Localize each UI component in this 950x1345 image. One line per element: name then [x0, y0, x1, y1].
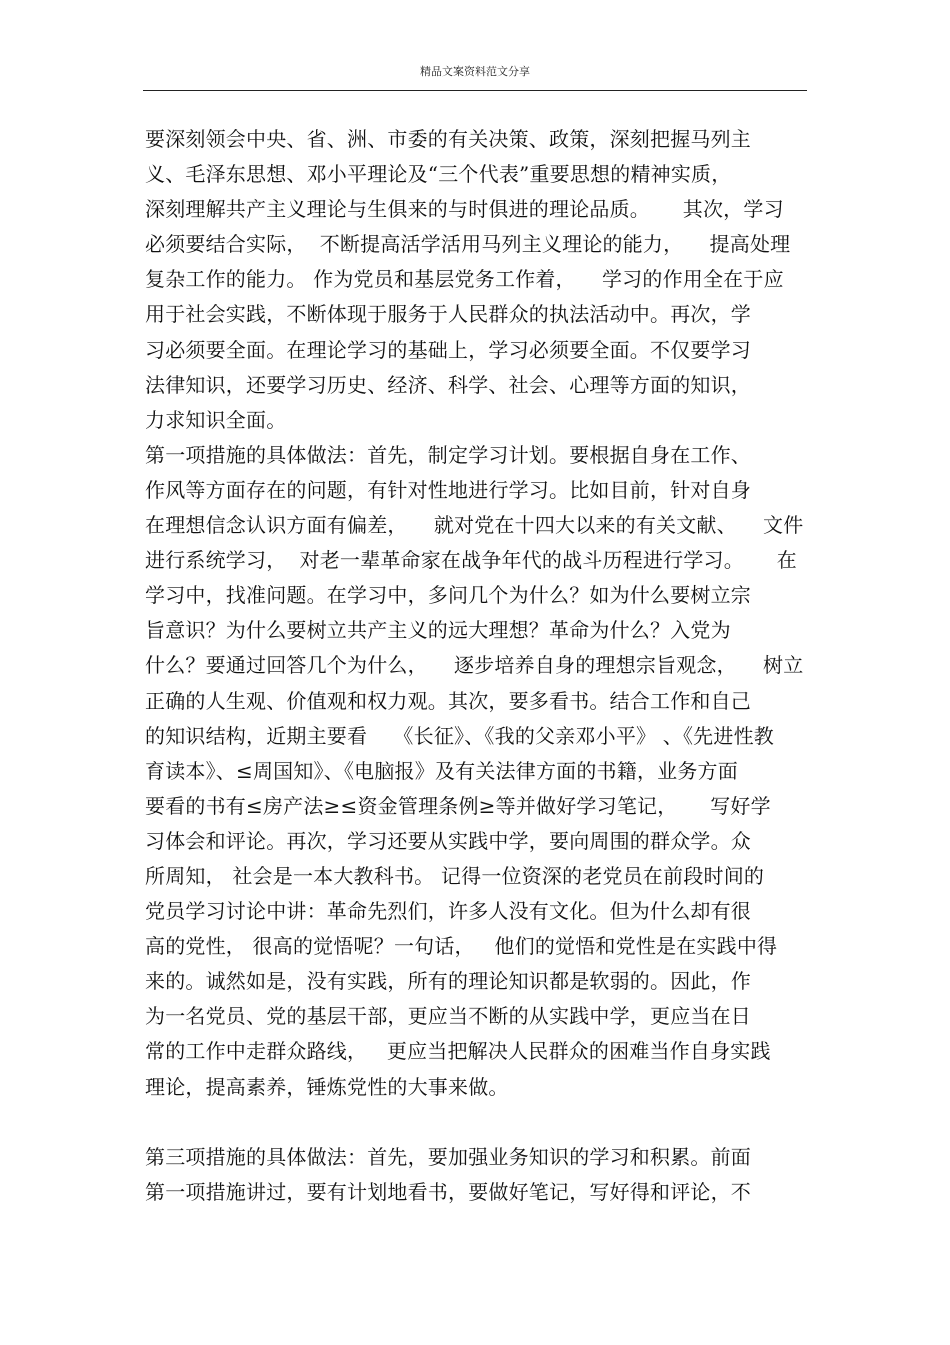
text-line: 学习中，找准问题。在学习中，多问几个为什么？如为什么要树立宗 [145, 583, 751, 608]
text-line: 第一项措施讲过，要有计划地看书，要做好笔记，写好得和评论，不 [145, 1179, 751, 1204]
text-line: 必须要结合实际， 不断提高活学活用马列主义理论的能力， 提高处理 [145, 232, 791, 257]
text-line: 深刻理解共产主义理论与生俱来的与时俱进的理论品质。 其次，学习 [145, 197, 784, 222]
text-line: 习必须要全面。在理论学习的基础上，学习必须要全面。不仅要学习 [145, 337, 751, 362]
header-rule [143, 90, 807, 91]
text-line: 理论，提高素养，锤炼党性的大事来做。 [145, 1074, 509, 1099]
text-line: 为一名党员、党的基层干部，更应当不断的从实践中学，更应当在日 [145, 1004, 751, 1029]
text-line: 来的。诚然如是，没有实践，所有的理论知识都是软弱的。因此，作 [145, 969, 751, 994]
text-line: 习体会和评论。再次，学习还要从实践中学，要向周围的群众学。众 [145, 828, 751, 853]
text-line: 育读本》、≤周国知》、《电脑报》及有关法律方面的书籍，业务方面 [145, 758, 738, 783]
text-line: 要深刻领会中央、省、洲、市委的有关决策、政策，深刻把握马列主 [145, 127, 751, 151]
text-line: 义、毛泽东思想、邓小平理论及“三个代表”重要思想的精神实质， [145, 162, 732, 187]
text-line: 的知识结构，近期主要看 《长征》、《我的父亲邓小平》 、《先进性教 [145, 723, 774, 748]
text-line: 用于社会实践，不断体现于服务于人民群众的执法活动中。再次，学 [145, 302, 751, 327]
text-line: 高的党性， 很高的觉悟呢？一句话， 他们的觉悟和党性是在实践中得 [145, 934, 778, 959]
text-line: 党员学习讨论中讲：革命先烈们，许多人没有文化。但为什么却有很 [145, 899, 751, 924]
text-line: 进行系统学习， 对老一辈革命家在战争年代的战斗历程进行学习。 在 [145, 548, 797, 573]
page-header: 精品文案资料范文分享 [420, 65, 530, 78]
text-line: 第一项措施的具体做法：首先，制定学习计划。要根据自身在工作、 [145, 442, 751, 467]
text-line: 所周知， 社会是一本大教科书。 记得一位资深的老党员在前段时间的 [145, 863, 765, 888]
text-line: 法律知识，还要学习历史、经济、科学、社会、心理等方面的知识， [145, 372, 751, 397]
paragraph-gap [145, 1105, 813, 1140]
text-line: 在理想信念认识方面有偏差， 就对党在十四大以来的有关文献、 文件 [145, 513, 804, 538]
text-line: 正确的人生观、价值观和权力观。其次，要多看书。结合工作和自己 [145, 688, 751, 713]
text-line: 第三项措施的具体做法：首先，要加强业务知识的学习和积累。前面 [145, 1144, 751, 1169]
text-line: 什么？要通过回答几个为什么， 逐步培养自身的理想宗旨观念， 树立 [145, 653, 804, 678]
text-line: 常的工作中走群众路线， 更应当把解决人民群众的困难当作自身实践 [145, 1039, 771, 1064]
text-line: 要看的书有≤房产法≥≤资金管理条例≥等并做好学习笔记， 写好学 [145, 793, 771, 818]
text-line: 力求知识全面。 [145, 407, 287, 432]
text-line: 作风等方面存在的问题，有针对性地进行学习。比如目前，针对自身 [145, 477, 751, 502]
text-line: 旨意识？为什么要树立共产主义的远大理想？革命为什么？入党为 [145, 618, 731, 643]
body-text [145, 122, 813, 1210]
text-line: 复杂工作的能力。 作为党员和基层党务工作着， 学习的作用全在于应 [145, 267, 784, 292]
